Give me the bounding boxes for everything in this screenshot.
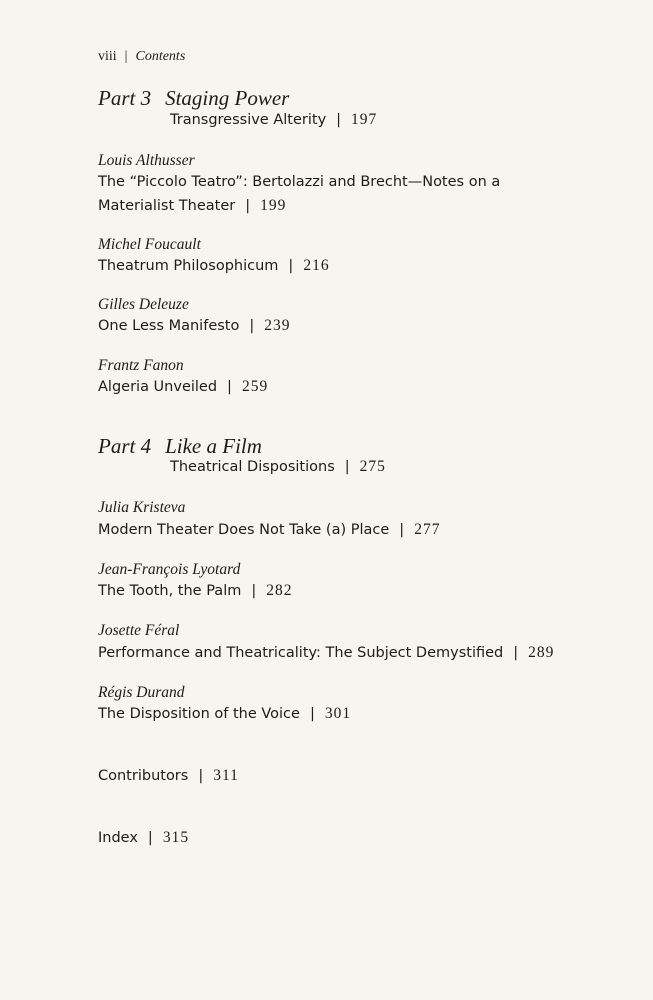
contributors-entry (98, 764, 239, 788)
part-subtitle-text: Theatrical Dispositions (170, 459, 335, 475)
entry-title (98, 170, 500, 218)
entry-title-line: Materialist Theater (98, 198, 236, 214)
entry-author: Jean-François Lyotard (98, 561, 241, 578)
entry-title-line: Modern Theater Does Not Take (a) Place (98, 522, 390, 538)
entry-author: Julia Kristeva (98, 499, 186, 516)
entry-author: Gilles Deleuze (98, 296, 189, 313)
backmatter-page: 315 (162, 829, 190, 846)
entry-title (98, 702, 351, 726)
separator: | (399, 522, 405, 538)
running-header (98, 49, 185, 65)
part-heading (98, 434, 262, 459)
backmatter-label: Index (98, 830, 138, 846)
backmatter-page: 311 (213, 767, 239, 784)
separator: | (336, 112, 342, 128)
entry-title-line: The “Piccolo Teatro”: Bertolazzi and Brecht—Notes on a (98, 174, 501, 190)
entry-page: 259 (241, 378, 269, 395)
entry-title (98, 579, 292, 603)
entry-title-line: The Disposition of the Voice (98, 706, 300, 722)
separator: | (249, 318, 255, 334)
part-page: 197 (351, 111, 378, 128)
entry-author: Josette Féral (98, 622, 180, 639)
part-subtitle (170, 458, 386, 476)
entry-title (98, 254, 330, 278)
entry-title-line: The Tooth, the Palm (98, 583, 242, 599)
part-subtitle (170, 111, 377, 129)
page-number: viii (98, 49, 117, 64)
entry-title-line: Performance and Theatricality: The Subject Demystified (98, 645, 504, 661)
part-page: 275 (359, 458, 386, 475)
separator: | (513, 645, 519, 661)
entry-page: 199 (260, 197, 287, 214)
header-separator: | (124, 49, 128, 64)
entry-page: 239 (264, 317, 291, 334)
entry-author: Michel Foucault (98, 236, 201, 253)
entry-title (98, 314, 291, 338)
part-number: Part 3 (98, 86, 152, 110)
entry-title-line: Theatrum Philosophicum (98, 258, 279, 274)
entry-author: Louis Althusser (98, 152, 195, 169)
header-label: Contents (135, 49, 186, 64)
separator: | (309, 706, 315, 722)
index-entry (98, 826, 189, 850)
part-subtitle-text: Transgressive Alterity (170, 112, 327, 128)
entry-author: Régis Durand (98, 684, 185, 701)
entry-title (98, 518, 440, 542)
part-title: Like a Film (165, 434, 262, 458)
separator: | (251, 583, 257, 599)
entry-page: 301 (324, 705, 352, 722)
separator: | (288, 258, 294, 274)
entry-page: 289 (528, 644, 555, 661)
part-title: Staging Power (165, 86, 290, 110)
part-heading (98, 86, 289, 111)
entry-title (98, 641, 554, 665)
entry-title (98, 375, 268, 399)
part-number: Part 4 (98, 434, 152, 458)
entry-author: Frantz Fanon (98, 357, 184, 374)
separator: | (344, 459, 350, 475)
separator: | (245, 198, 251, 214)
entry-title-line: One Less Manifesto (98, 318, 240, 334)
backmatter-label: Contributors (98, 768, 189, 784)
entry-page: 282 (266, 582, 293, 599)
entry-page: 216 (303, 257, 330, 274)
entry-page: 277 (414, 521, 441, 538)
separator: | (227, 379, 232, 395)
separator: | (147, 830, 153, 846)
entry-title-line: Algeria Unveiled (98, 379, 218, 395)
separator: | (198, 768, 204, 784)
